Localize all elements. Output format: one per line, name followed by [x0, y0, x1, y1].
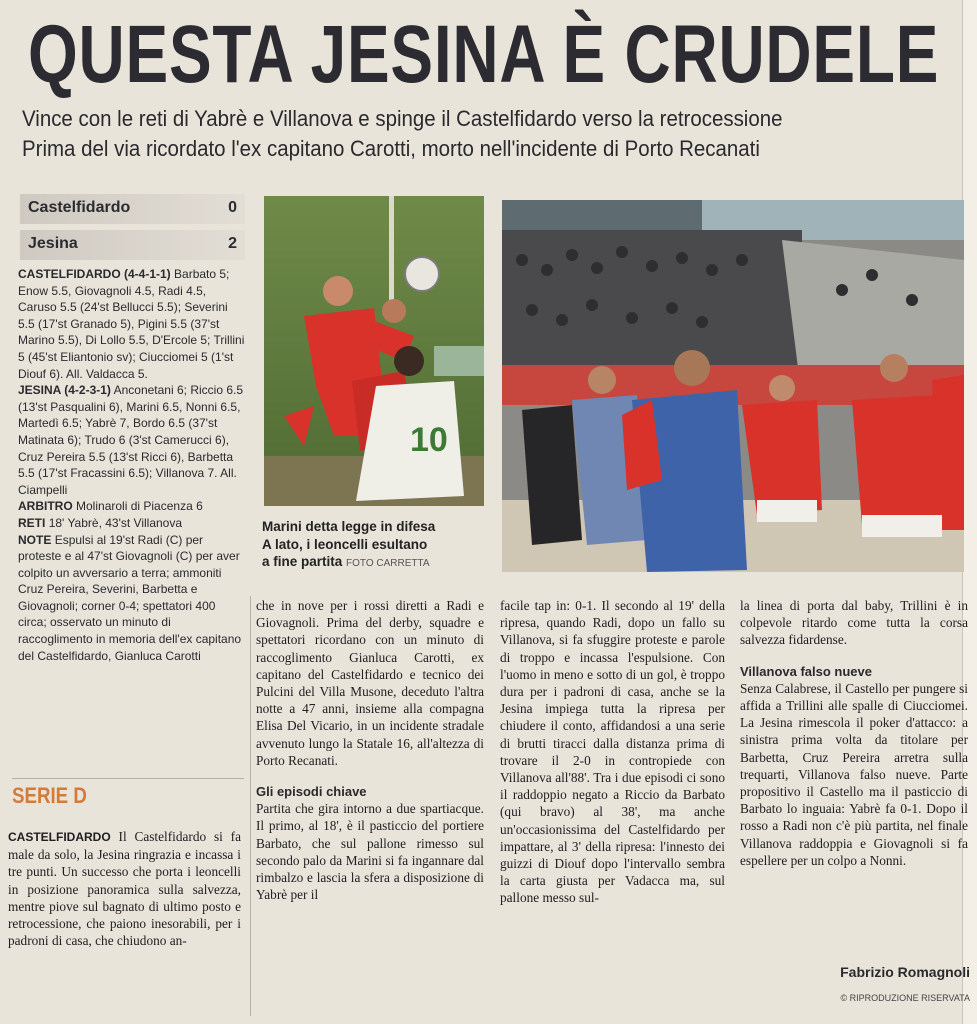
lineup-jesina: [18, 382, 246, 498]
scoreboard-row-away: [20, 230, 245, 260]
adjacent-page-edge: [962, 0, 977, 1024]
goals-line: [18, 515, 246, 532]
referee-text: Molinaroli di Piacenza 6: [76, 499, 203, 514]
article-col4a-text: la linea di porta dal baby, Trillini è in colpevole ritardo come tutta la corsa salvezza fidardense.: [740, 598, 968, 648]
notes-label: NOTE: [18, 532, 52, 547]
photo-celebration: [502, 200, 964, 572]
column-divider: [250, 596, 251, 1016]
subtitle: [22, 104, 896, 164]
article-col1-text: Il Castelfidardo si fa male da solo, la Jesina ringrazia e incassa i tre punti. Un successo che porta i leoncelli in posizione panoramica sulla salvezza, mentre piove sul bagnato di ultimo posto e retrocessione, che paiono inesorabili, per i padroni di casa, che chiudono an-: [8, 829, 241, 949]
lineup-label: CASTELFIDARDO (4-4-1-1): [18, 267, 171, 281]
article-col2a-text: che in nove per i rossi diretti a Radi e Giovagnoli. Prima del derby, squadre e spettatori ricordano con un minuto di raccoglimento Gianluca Carotti, ex capitano del Castelfidardo e tecnico dei Pulcini del Villa Musone, deceduto l'altra notte a 47 anni, insieme alla compagna Elisa Del Vicario, in un incidente stradale avvenuto lungo la Statale 16, all'altezza di Porto Recanati.: [256, 598, 484, 768]
home-team-name: Castelfidardo: [28, 199, 131, 216]
photo-header-duel: [264, 196, 484, 506]
caption-line-3: [262, 553, 486, 573]
photo-celebration-image: [502, 200, 964, 572]
svg-text:10: 10: [410, 421, 448, 459]
caption-line-3-text: a fine partita: [262, 554, 343, 569]
notes-line: [18, 532, 246, 665]
lineup-text: Barbato 5; Enow 5.5, Giovagnoli 4.5, Radi 4.5, Caruso 5.5 (24'st Bellucci 5.5); Severini 5.5 (17'st Granado 5), Pigini 5.5 (37'st Marino 5.5), Di Lollo 5.5, D'Ercole 5; Trillini 5 (45'st Eliantonio sv); Ciucciomei 5 (1'st Diouf 6). All. Valdacca 5.: [18, 267, 245, 381]
article-dateline: CASTELFIDARDO: [8, 830, 111, 844]
photo-credit: FOTO CARRETTA: [346, 558, 430, 569]
article-column-4: [740, 597, 968, 869]
article-col2b-text: Partita che gira intorno a due spartiacque. Il primo, al 18', è il pasticcio del portiere Barbato, che sul pallone rimesso sul secondo palo da Marini si fa ingannare dal rimbalzo e lascia la sfera a disposizione di Yabrè per il: [256, 801, 484, 903]
article-column-3: [500, 597, 725, 907]
away-team-name: Jesina: [28, 235, 78, 252]
caption-line-1: Marini detta legge in difesa: [262, 519, 436, 534]
subtitle-line-1: Vince con le reti di Yabrè e Villanova e spinge il Castelfidardo verso la retrocessione: [22, 106, 783, 131]
lineup-castelfidardo: [18, 266, 246, 382]
author-byline: Fabrizio Romagnoli: [840, 964, 970, 980]
notes-text: Espulsi al 19'st Radi (C) per proteste e al 47'st Giovagnoli (C) per aver colpito un avversario a terra; ammoniti Cruz Pereira, Severini, Barbetta e Giovagnoli; corner 0-4; spettatori 400 circa; osservato un minuto di raccoglimento in memoria dell'ex capitano del Castelfidardo, Gianluca Carotti: [18, 532, 242, 663]
home-team-score: 0: [228, 199, 237, 216]
goals-label: RETI: [18, 515, 46, 530]
referee-label: ARBITRO: [18, 499, 73, 514]
copyright-notice: © RIPRODUZIONE RISERVATA: [840, 993, 970, 1003]
article-col4b-text: Senza Calabrese, il Castello per pungere si affida a Trillini alle spalle di Ciucciomei. La Jesina rimescola il poker d'attacco: a sinistra prima volta da titolare per Barbetta, Cruz Pereira arretra sulla trequarti, Villanova falso nueve. Parte propositivo il Castello ma il pasticcio di Barbato lo inguaia: Yabrè fa 0-1. Dopo il rosso a Radi non c'è più partita, nel finale Villanova raddoppia e Giovagnoli si fa espellere per un colpo a Nonni.: [740, 680, 968, 868]
match-report-box: [18, 266, 246, 664]
subheading-key-episodes: Gli episodi chiave: [256, 784, 367, 800]
article-column-1: [8, 828, 241, 949]
away-team-score: 2: [228, 235, 237, 252]
lineup-label: JESINA (4-2-3-1): [18, 383, 111, 398]
section-label-text: SERIE D: [12, 783, 87, 808]
caption-line-2: A lato, i leoncelli esultano: [262, 536, 428, 552]
photo-caption: [262, 518, 486, 573]
scoreboard-row-home: [20, 194, 245, 224]
headline: QUESTA JESINA È CRUDELE: [28, 9, 940, 100]
article-column-2: [256, 597, 484, 903]
lineup-text: Anconetani 6; Riccio 6.5 (13'st Pasqualini 6), Marini 6.5, Nonni 6.5, Martedì 6.5; Yabrè 7, Bordo 6.5 (37'st Matinata 6); Trudo 6 (3'st Camerucci 6), Cruz Pereira 5.5 (13'st Ricci 6), Barbetta 5.5 (17'st Fracassini 6.5); Villanova 7. All. Ciampelli: [18, 383, 244, 497]
section-label: [12, 778, 244, 812]
referee-line: [18, 498, 246, 515]
goals-text: 18' Yabrè, 43'st Villanova: [48, 515, 183, 530]
subheading-villanova: Villanova falso nueve: [740, 663, 872, 679]
article-col3-text: facile tap in: 0-1. Il secondo al 19' della ripresa, quando Radi, dopo un fallo su Villanova, si fa sfuggire proteste e parole di troppo e incassa l'espulsione. Con l'uomo in meno e sotto di un gol, è troppo dura per i padroni di casa, anche se la Jesina impiega tutta la ripresa per chiudere il conto, affidandosi a una serie di brutti tiracci dalla distanza prima di trovare il 2-0 in contropiede con Villanova all'88'. Tra i due episodi ci sono il raddoppio negato a Riccio da Barbato (qui bravo) al 38', ma anche un'occasionissima del Castelfidardo per impattare, al 3' della ripresa: l'innesto dei guizzi di Diouf dopo l'intervallo sembra la carta giusta per Vadacca ma, sul pallone messo sul-: [500, 598, 725, 906]
subtitle-line-2: Prima del via ricordato l'ex capitano Carotti, morto nell'incidente di Porto Recanati: [22, 136, 760, 161]
photo-header-duel-image: [264, 196, 484, 506]
